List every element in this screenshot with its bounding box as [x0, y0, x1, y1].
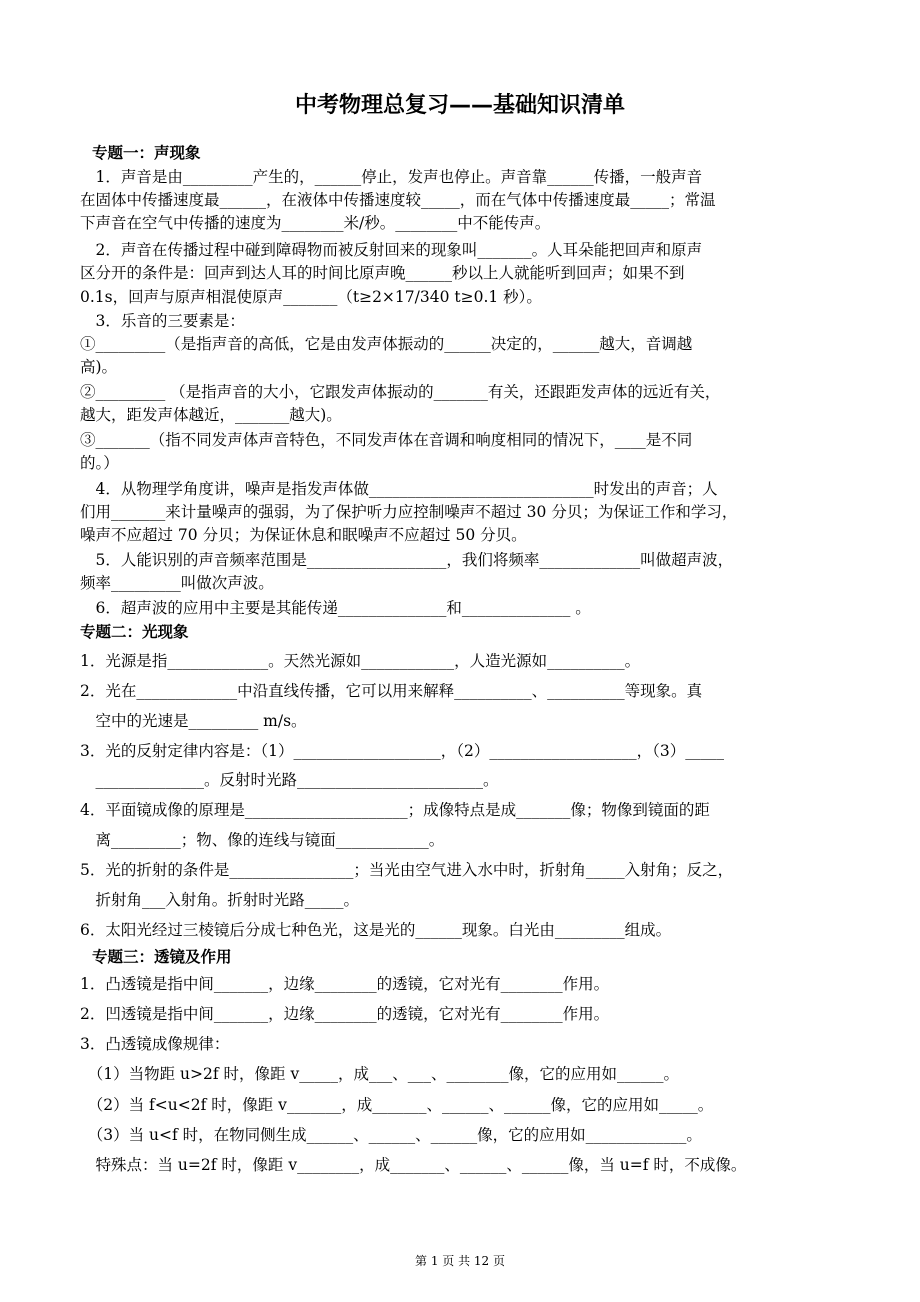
text-line: 1．凸透镜是指中间_______，边缘________的透镜，它对光有________作用。 — [80, 975, 610, 993]
text-line: （2）当 f<u<2f 时，像距 v_______，成_______、______、______像，它的应用如_____。 — [80, 1096, 714, 1114]
text-line: ______________。反射时光路________________________。 — [80, 771, 499, 789]
text-line: 离_________；物、像的连线与镜面____________。 — [80, 831, 445, 849]
section-heading-light: 专题二：光现象 — [80, 623, 189, 641]
text-line: ①_________（是指声音的高低，它是由发声体振动的______决定的，______越大，音调越 — [80, 335, 693, 353]
text-line: 空中的光速是_________ m/s。 — [80, 712, 307, 730]
text-line: 3．光的反射定律内容是：（1）___________________，（2）___________________，（3）_____ — [80, 742, 724, 760]
text-line: 在固体中传播速度最______，在液体中传播速度较_____，而在气体中传播速度最_____；常温 — [80, 191, 716, 209]
text-line: 的。） — [80, 454, 119, 472]
text-line: 5．人能识别的声音频率范围是__________________，我们将频率_____________叫做超声波， — [80, 551, 734, 569]
text-line: 2．光在_____________中沿直线传播，它可以用来解释__________、__________等现象。真 — [80, 682, 703, 700]
text-line: 频率_________叫做次声波。 — [80, 574, 274, 592]
text-line: 折射角___入射角。折射时光路_____。 — [80, 891, 360, 909]
text-line: 噪声不应超过 70 分贝；为保证休息和眠噪声不应超过 50 分贝。 — [80, 526, 527, 544]
text-line: 3．凸透镜成像规律： — [80, 1035, 230, 1053]
text-line: 6．太阳光经过三棱镜后分成七种色光，这是光的______现象。白光由_________组成。 — [80, 921, 672, 939]
text-line: 6．超声波的应用中主要是其能传递______________和______________ 。 — [80, 599, 591, 617]
text-line: 1．声音是由_________产生的，______停止，发声也停止。声音靠______传播，一般声音 — [80, 168, 703, 186]
text-line: 4．从物理学角度讲，噪声是指发声体做_____________________________时发出的声音；人 — [80, 480, 718, 498]
text-line: 高)。 — [80, 358, 118, 376]
text-line: 越大，距发声体越近，_______越大)。 — [80, 406, 342, 424]
text-line: ③_______（指不同发声体声音特色，不同发声体在音调和响度相同的情况下，____是不同 — [80, 431, 693, 449]
text-line: （3）当 u<f 时，在物同侧生成______、______、______像，它的应用如_____________。 — [80, 1126, 702, 1144]
text-line: 0.1s，回声与原声相混使原声_______（t≥2×17/340 t≥0.1 秒）。 — [80, 288, 542, 306]
page-title: 中考物理总复习——基础知识清单 — [294, 93, 625, 118]
text-line: 2．声音在传播过程中碰到障碍物而被反射回来的现象叫_______。人耳朵能把回声和原声 — [80, 241, 703, 259]
text-line: 5．光的折射的条件是________________；当光由空气进入水中时，折射角_____入射角；反之， — [80, 861, 734, 879]
section-heading-sound: 专题一：声现象 — [92, 144, 201, 162]
page-footer: 第 1 页 共 12 页 — [415, 1254, 505, 1268]
section-heading-lens: 专题三：透镜及作用 — [92, 948, 232, 966]
text-line: 们用_______来计量噪声的强弱，为了保护听力应控制噪声不超过 30 分贝；为保证工作和学习， — [80, 503, 738, 521]
text-line: 下声音在空气中传播的速度为________米/秒。________中不能传声。 — [80, 214, 551, 232]
text-line: 4．平面镜成像的原理是_____________________；成像特点是成_______像；物像到镜面的距 — [80, 801, 710, 819]
text-line: 区分开的条件是：回声到达人耳的时间比原声晚______秒以上人就能听到回声；如果不到 — [80, 264, 685, 282]
text-line: 1．光源是指_____________。天然光源如____________，人造光源如__________。 — [80, 652, 641, 670]
text-line: ②_________ （是指声音的大小，它跟发声体振动的_______有关，还跟距发声体的远近有关， — [80, 383, 721, 401]
text-line: 3．乐音的三要素是： — [80, 312, 245, 330]
text-line: 2．凹透镜是指中间_______，边缘________的透镜，它对光有________作用。 — [80, 1005, 610, 1023]
text-line: （1）当物距 u>2f 时，像距 v_____，成___、___、________像，它的应用如______。 — [80, 1065, 679, 1083]
text-line: 特殊点：当 u=2f 时，像距 v________，成_______、______、______像，当 u=f 时，不成像。 — [80, 1156, 747, 1174]
